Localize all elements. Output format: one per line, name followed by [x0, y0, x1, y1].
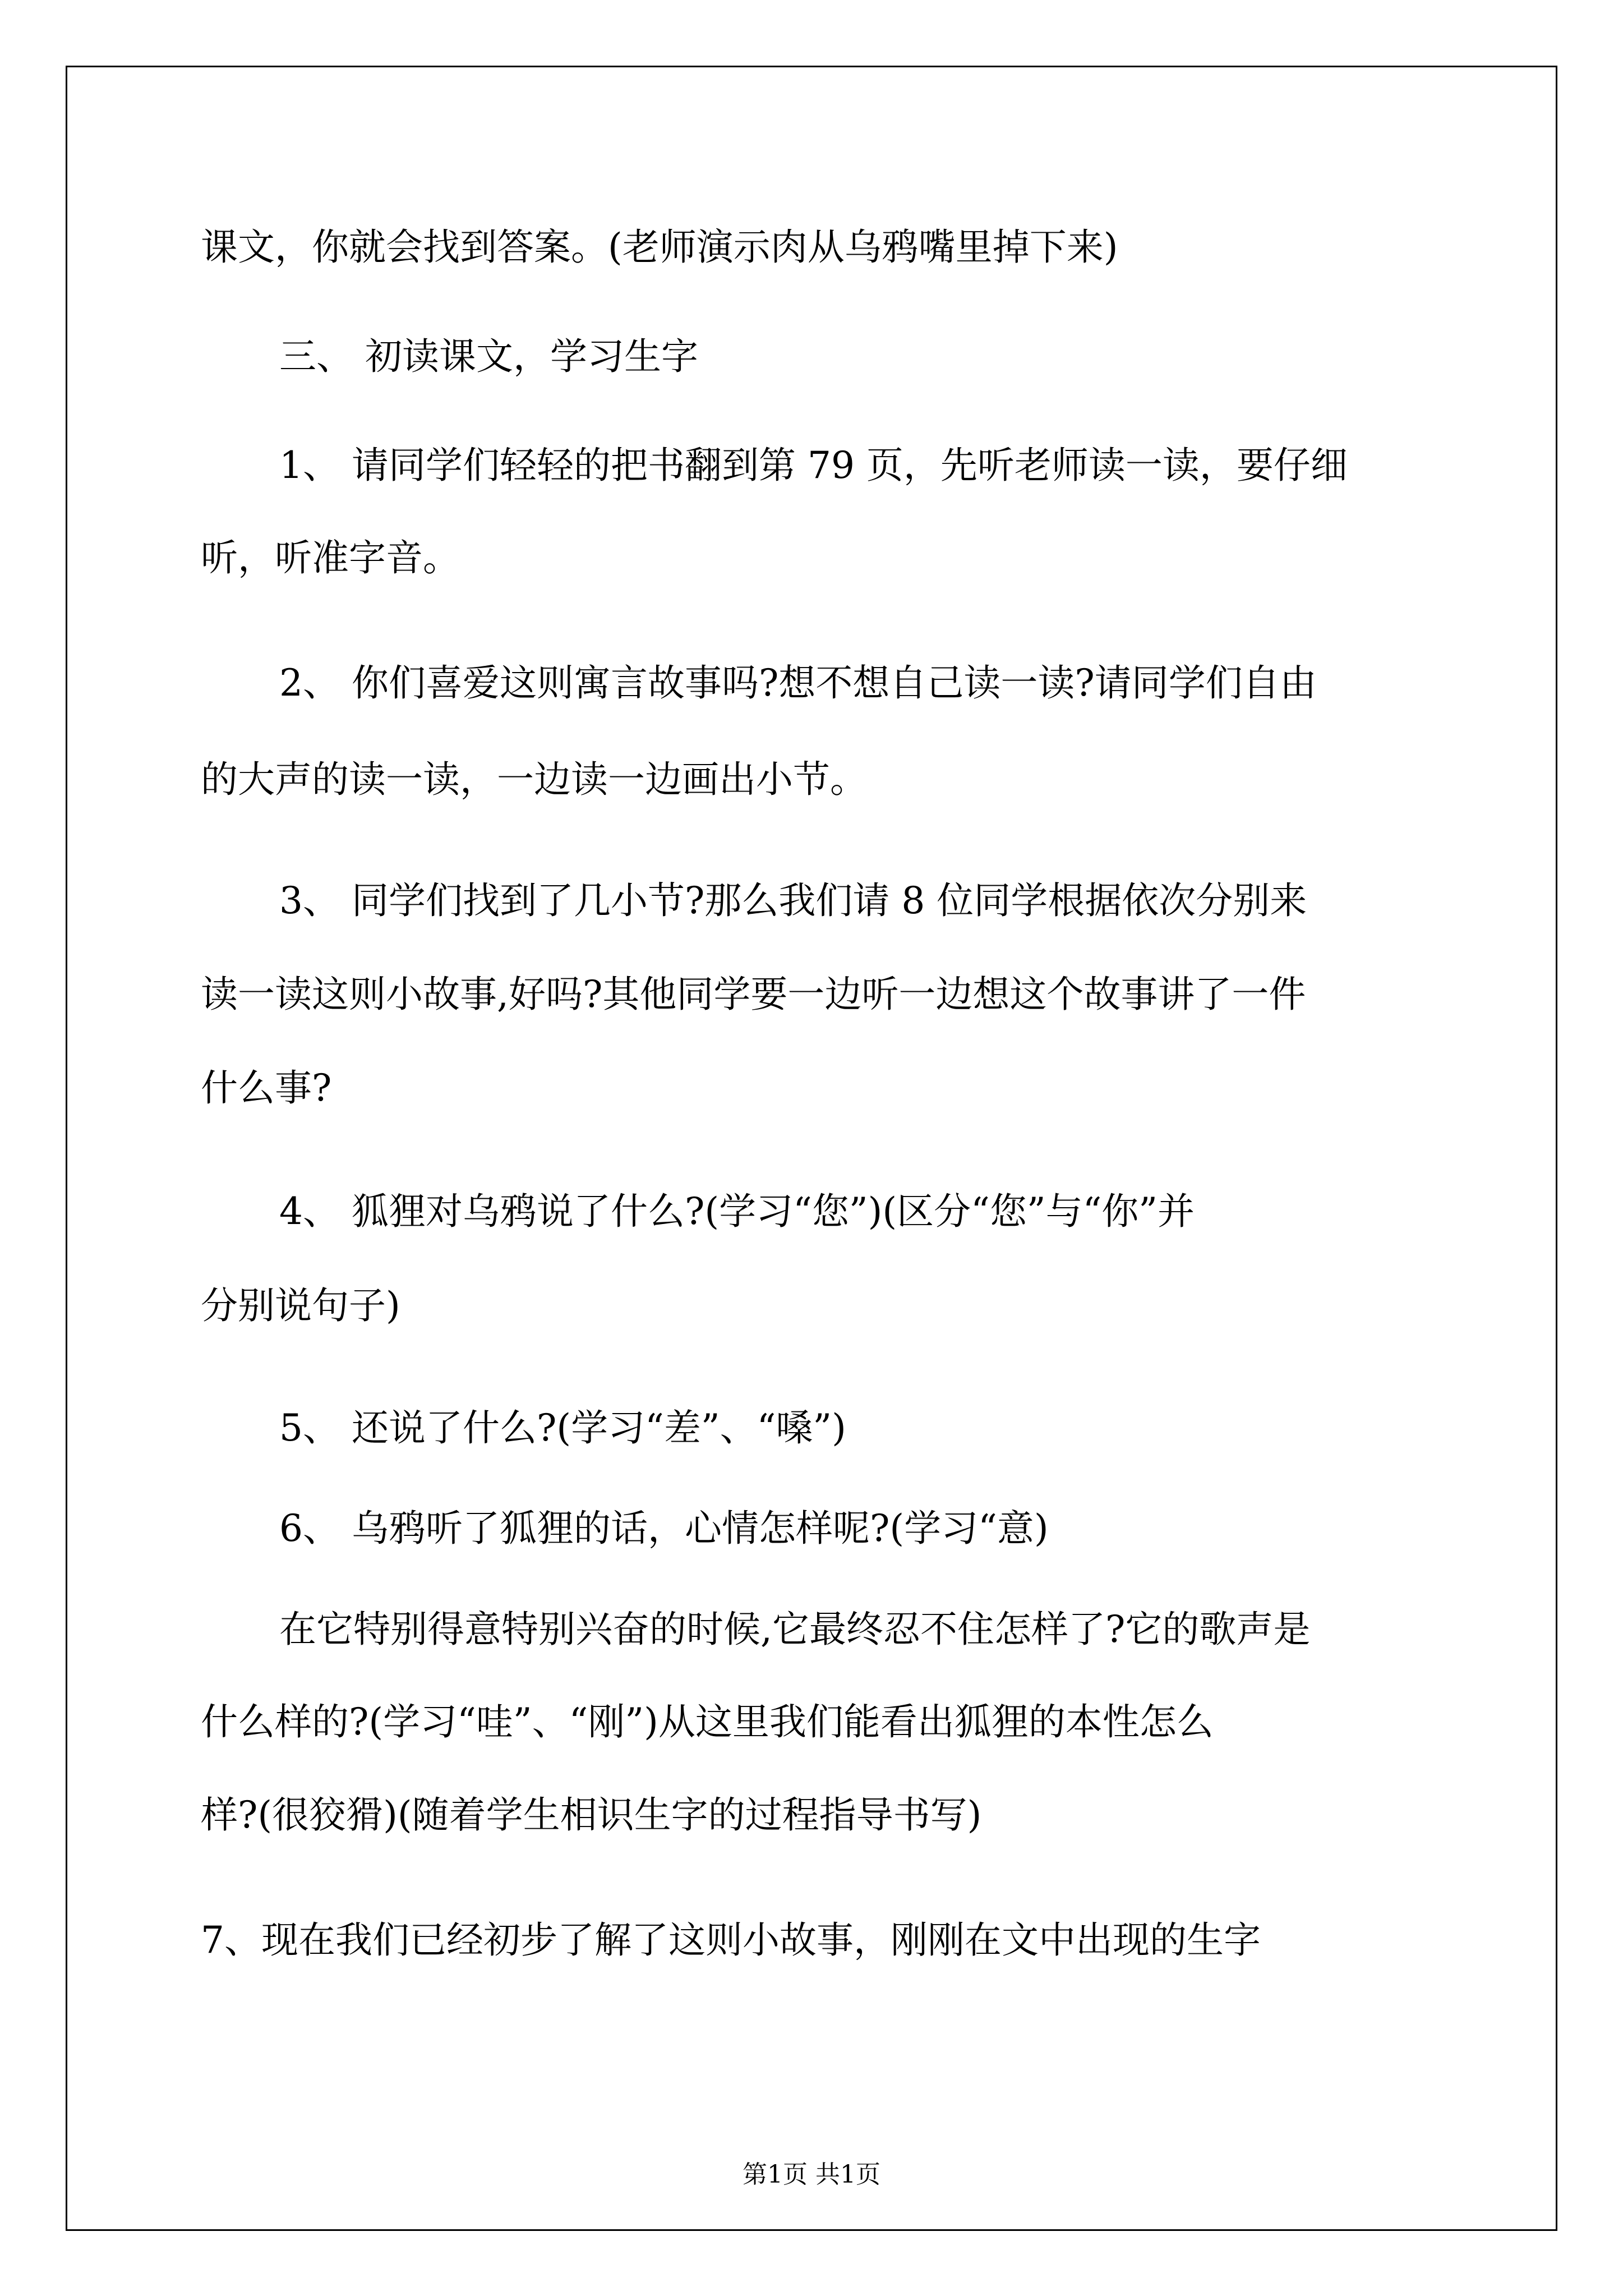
text-line: 什么事?	[201, 1066, 332, 1110]
text-line: 4、 狐狸对乌鸦说了什么?(学习“您”)(区分“您”与“你”并	[279, 1190, 1195, 1233]
text-line: 在它特别得意特别兴奋的时候,它最终忍不住怎样了?它的歌声是	[279, 1608, 1311, 1651]
section-heading: 三、 初读课文，学习生字	[279, 335, 698, 378]
text-line: 读一读这则小故事,好吗?其他同学要一边听一边想这个故事讲了一件	[201, 973, 1306, 1016]
text-line: 样?(很狡猾)(随着学生相识生字的过程指导书写)	[201, 1793, 982, 1837]
text-line: 什么样的?(学习“哇”、“刚”)从这里我们能看出狐狸的本性怎么	[201, 1700, 1214, 1743]
page-footer: 第1页 共1页	[743, 2160, 880, 2189]
page-border	[66, 66, 1557, 2231]
text-line: 1、 请同学们轻轻的把书翻到第 79 页，先听老师读一读，要仔细	[279, 444, 1348, 487]
text-line: 6、 乌鸦听了狐狸的话，心情怎样呢?(学习“意)	[279, 1507, 1049, 1550]
text-line: 2、 你们喜爱这则寓言故事吗?想不想自己读一读?请同学们自由	[279, 661, 1317, 705]
text-line: 课文，你就会找到答案。(老师演示肉从乌鸦嘴里掉下来)	[201, 226, 1118, 269]
text-line: 5、 还说了什么?(学习“差”、“嗓”)	[279, 1406, 846, 1450]
text-line: 3、 同学们找到了几小节?那么我们请 8 位同学根据依次分别来	[279, 879, 1307, 922]
text-line: 听，听准字音。	[201, 536, 460, 579]
text-line: 分别说句子)	[201, 1284, 400, 1327]
text-line: 的大声的读一读，一边读一边画出小节。	[201, 758, 867, 801]
text-line: 7、现在我们已经初步了解了这则小故事，刚刚在文中出现的生字	[201, 1918, 1261, 1962]
